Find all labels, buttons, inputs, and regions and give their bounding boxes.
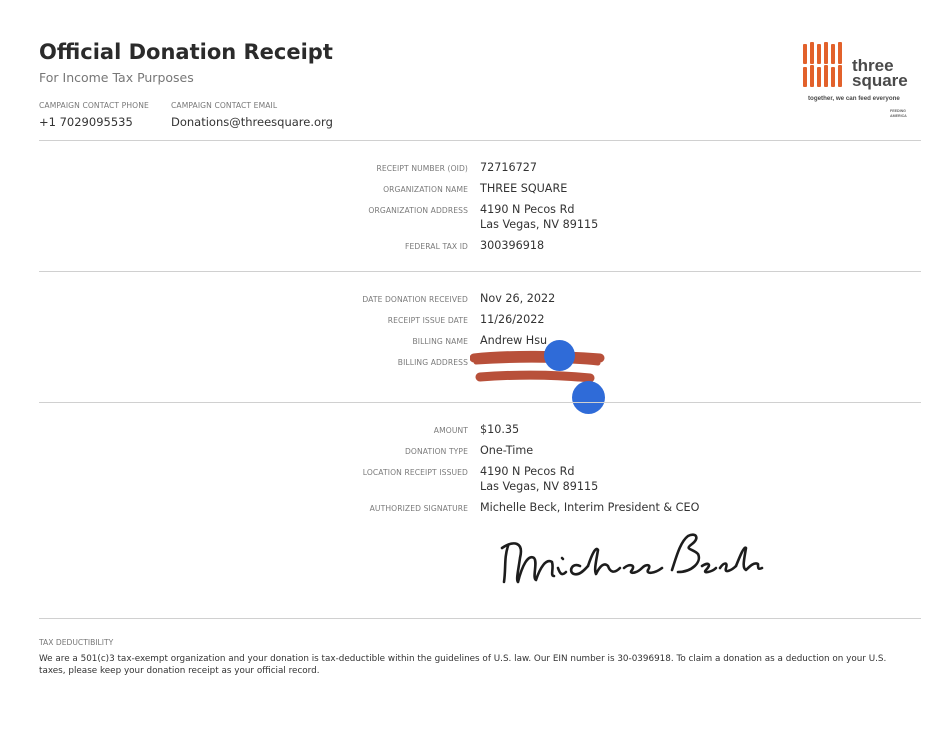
- logo-line1: three: [852, 56, 894, 75]
- tax-id-label: FEDERAL TAX ID: [405, 242, 468, 251]
- partner-logo-bottom: AMERICA: [890, 114, 907, 118]
- billing-address-label: BILLING ADDRESS: [397, 358, 468, 367]
- amount-label: AMOUNT: [433, 426, 468, 435]
- amount-value: $10.35: [480, 423, 520, 436]
- receipt-subtitle: For Income Tax Purposes: [39, 70, 194, 85]
- partner-logo-top: FEEDING: [890, 109, 906, 113]
- date-received-value: Nov 26, 2022: [480, 292, 556, 305]
- email-value: Donations@threesquare.org: [171, 115, 333, 129]
- marker-dot: [544, 340, 575, 371]
- location-label: LOCATION RECEIPT ISSUED: [362, 468, 468, 477]
- org-name-value: THREE SQUARE: [480, 182, 568, 195]
- divider: [39, 140, 921, 141]
- org-address-label: ORGANIZATION ADDRESS: [368, 206, 468, 215]
- issue-date-label: RECEIPT ISSUE DATE: [387, 316, 468, 325]
- divider: [39, 402, 921, 403]
- signature-label: AUTHORIZED SIGNATURE: [369, 504, 468, 513]
- divider: [39, 618, 921, 619]
- tax-deductibility-text: We are a 501(c)3 tax-exempt organization and your donation is tax-deductible within the guidelines of U.S. law. Our EIN number is 30-0396918. To claim a donation as a deduction on your U.S. taxes, please keep your donation receipt as your official record.: [39, 654, 887, 676]
- logo-tagline: together, we can feed everyone: [808, 95, 900, 102]
- donation-type-value: One-Time: [480, 444, 534, 457]
- location-line1: 4190 N Pecos Rd: [480, 465, 575, 478]
- org-address-line2: Las Vegas, NV 89115: [480, 218, 599, 231]
- billing-name-label: BILLING NAME: [412, 337, 468, 346]
- tax-id-value: 300396918: [480, 239, 545, 252]
- receipt-number-value: 72716727: [480, 161, 537, 174]
- org-name-label: ORGANIZATION NAME: [383, 185, 468, 194]
- phone-label: CAMPAIGN CONTACT PHONE: [39, 101, 149, 110]
- receipt-title: Official Donation Receipt: [39, 40, 333, 64]
- tax-deductibility-label: TAX DEDUCTIBILITY: [39, 638, 114, 647]
- donation-type-label: DONATION TYPE: [404, 447, 468, 456]
- receipt-number-label: RECEIPT NUMBER (OID): [376, 164, 468, 173]
- date-received-label: DATE DONATION RECEIVED: [362, 295, 468, 304]
- billing-name-value: Andrew Hsu: [480, 334, 548, 347]
- divider: [39, 271, 921, 272]
- location-line2: Las Vegas, NV 89115: [480, 480, 599, 493]
- signature-name: Michelle Beck, Interim President & CEO: [480, 501, 700, 514]
- three-square-logo: [800, 40, 925, 124]
- logo-line2: square: [852, 71, 908, 90]
- phone-value: +1 7029095535: [39, 115, 133, 129]
- handwritten-signature: [496, 528, 766, 594]
- org-address-line1: 4190 N Pecos Rd: [480, 203, 575, 216]
- marker-dot: [572, 381, 605, 414]
- utensils-icon: [803, 42, 842, 87]
- email-label: CAMPAIGN CONTACT EMAIL: [171, 101, 278, 110]
- issue-date-value: 11/26/2022: [480, 313, 545, 326]
